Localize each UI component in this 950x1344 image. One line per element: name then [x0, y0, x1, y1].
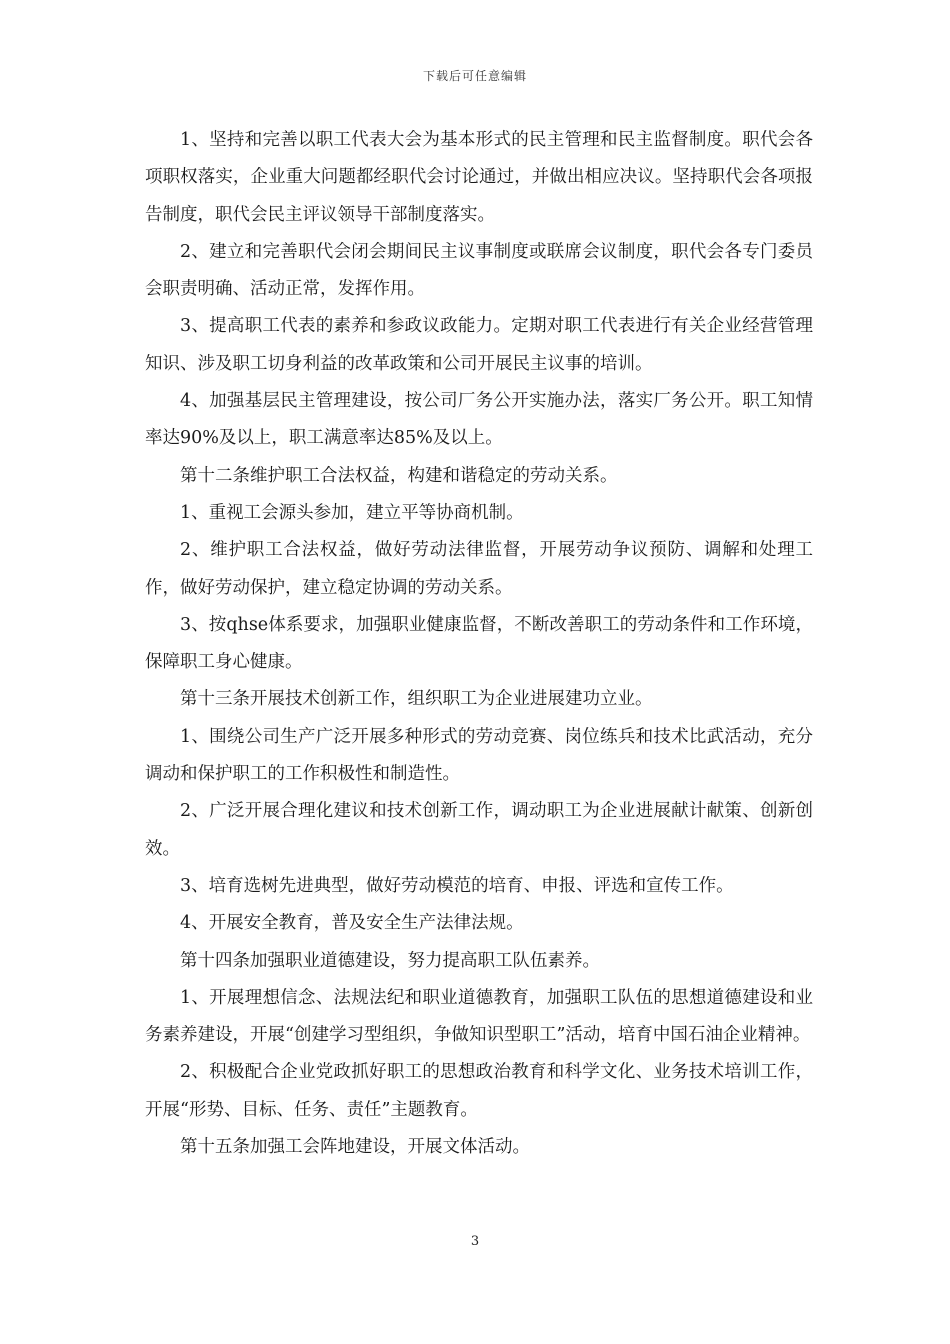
paragraph: 2、建立和完善职代会闭会期间民主议事制度或联席会议制度，职代会各专门委员会职责明确、活动正常，发挥作用。	[145, 241, 813, 300]
article-heading: 第十二条维护职工合法权益，构建和谐稳定的劳动关系。	[180, 465, 618, 486]
article-heading: 第十三条开展技术创新工作，组织职工为企业进展建功立业。	[180, 689, 653, 710]
article-heading: 第十四条加强职业道德建设，努力提高职工队伍素养。	[180, 950, 600, 971]
paragraph: 1、开展理想信念、法规法纪和职业道德教育，加强职工队伍的思想道德建设和业务素养建设，开展“创建学习型组织，争做知识型职工”活动，培育中国石油企业精神。	[145, 987, 813, 1046]
paragraph: 3、培育选树先进典型，做好劳动模范的培育、申报、评选和宣传工作。	[180, 875, 734, 896]
paragraph: 2、广泛开展合理化建议和技术创新工作，调动职工为企业进展献计献策、创新创效。	[145, 801, 813, 859]
document-body	[145, 122, 813, 1166]
paragraph: 3、提高职工代表的素养和参政议政能力。定期对职工代表进行有关企业经营管理知识、涉及职工切身利益的改革政策和公司开展民主议事的培训。	[145, 316, 813, 374]
page-number: 3	[470, 1234, 480, 1249]
header-note: 下载后可任意编辑	[422, 69, 527, 83]
paragraph: 4、加强基层民主管理建设，按公司厂务公开实施办法，落实厂务公开。职工知情率达90%及以上，职工满意率达85%及以上。	[145, 391, 813, 449]
paragraph: 1、围绕公司生产广泛开展多种形式的劳动竞赛、岗位练兵和技术比武活动，充分调动和保护职工的工作积极性和制造性。	[145, 726, 813, 785]
paragraph: 3、按qhse体系要求，加强职业健康监督，不断改善职工的劳动条件和工作环境，保障职工身心健康。	[145, 614, 813, 673]
paragraph: 1、重视工会源头参加，建立平等协商机制。	[180, 502, 524, 523]
paragraph: 4、开展安全教育，普及安全生产法律法规。	[180, 913, 524, 934]
paragraph: 2、积极配合企业党政抓好职工的思想政治教育和科学文化、业务技术培训工作，开展“形势、目标、任务、责任”主题教育。	[145, 1062, 813, 1120]
article-heading: 第十五条加强工会阵地建设，开展文体活动。	[180, 1137, 530, 1158]
paragraph: 1、坚持和完善以职工代表大会为基本形式的民主管理和民主监督制度。职代会各项职权落实，企业重大问题都经职代会讨论通过，并做出相应决议。坚持职代会各项报告制度，职代会民主评议领导干部制度落实。	[145, 130, 813, 225]
paragraph: 2、维护职工合法权益，做好劳动法律监督，开展劳动争议预防、调解和处理工作，做好劳动保护，建立稳定协调的劳动关系。	[145, 540, 813, 598]
